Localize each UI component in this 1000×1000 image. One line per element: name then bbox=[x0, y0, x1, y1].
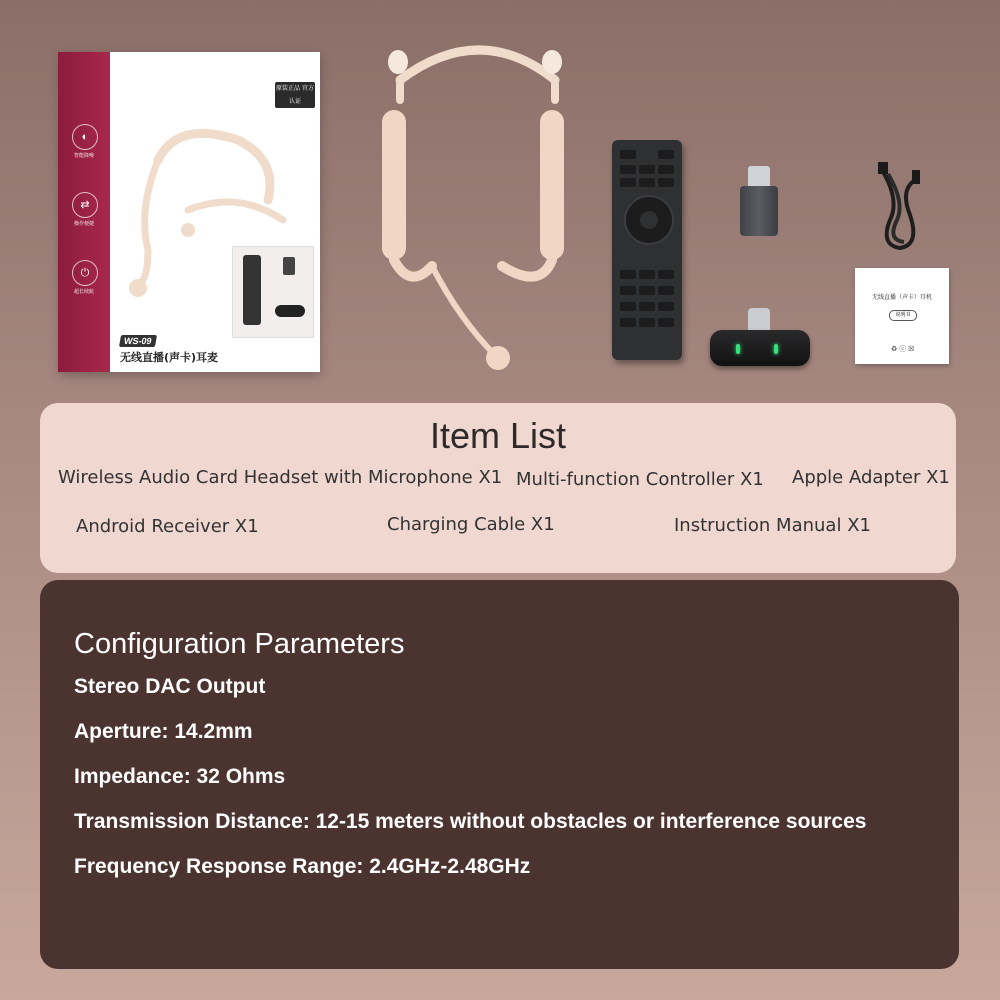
charging-cable-image bbox=[870, 160, 930, 255]
item-manual: Instruction Manual X1 bbox=[674, 515, 871, 536]
manual-title: 无线直播（声卡）耳机 bbox=[871, 294, 932, 301]
config-line-distance: Transmission Distance: 12-15 meters without obstacles or interference sources bbox=[74, 810, 867, 833]
indicator-light bbox=[774, 344, 778, 354]
remote-dpad bbox=[624, 195, 674, 245]
product-photo-area bbox=[0, 0, 1000, 400]
item-headset: Wireless Audio Card Headset with Microphone X1 bbox=[58, 467, 503, 488]
product-box-side bbox=[58, 52, 110, 372]
ear-icon: ◐ bbox=[72, 124, 98, 150]
item-list-panel bbox=[40, 403, 956, 573]
apple-adapter bbox=[740, 186, 778, 236]
headset-image bbox=[370, 40, 590, 380]
item-list-title: Item List bbox=[429, 415, 567, 456]
config-title: Configuration Parameters bbox=[74, 628, 405, 660]
box-feature-label: 智能降噪 bbox=[73, 153, 94, 159]
certification-icons: ♻ ⓒ ☒ bbox=[891, 346, 915, 353]
config-line-dac: Stereo DAC Output bbox=[74, 675, 266, 698]
item-charging-cable: Charging Cable X1 bbox=[387, 514, 555, 535]
apple-adapter-plug bbox=[748, 166, 770, 188]
config-line-aperture: Aperture: 14.2mm bbox=[74, 720, 253, 743]
item-apple-adapter: Apple Adapter X1 bbox=[792, 467, 950, 488]
item-controller: Multi-function Controller X1 bbox=[516, 469, 764, 490]
instruction-manual bbox=[855, 268, 949, 364]
config-line-impedance: Impedance: 32 Ohms bbox=[74, 765, 286, 788]
box-feature-label: 超长续航 bbox=[73, 289, 94, 295]
config-line-frequency: Frequency Response Range: 2.4GHz-2.48GHz bbox=[74, 855, 531, 878]
power-icon: ⏻ bbox=[72, 260, 98, 286]
box-accessories-panel bbox=[232, 246, 314, 338]
indicator-light bbox=[736, 344, 740, 354]
remote-controller bbox=[612, 140, 682, 360]
android-receiver bbox=[710, 330, 810, 366]
box-feature-label: 操作便捷 bbox=[73, 221, 94, 227]
config-panel bbox=[40, 580, 959, 969]
item-android-receiver: Android Receiver X1 bbox=[76, 516, 259, 537]
box-product-name: 无线直播(声卡)耳麦 bbox=[120, 351, 219, 364]
box-badge: 原装正品 官方认证 bbox=[275, 82, 315, 108]
box-model-label: WS-09 bbox=[119, 335, 157, 347]
switch-icon: ⇄ bbox=[72, 192, 98, 218]
manual-label: 说明书 bbox=[889, 310, 917, 321]
